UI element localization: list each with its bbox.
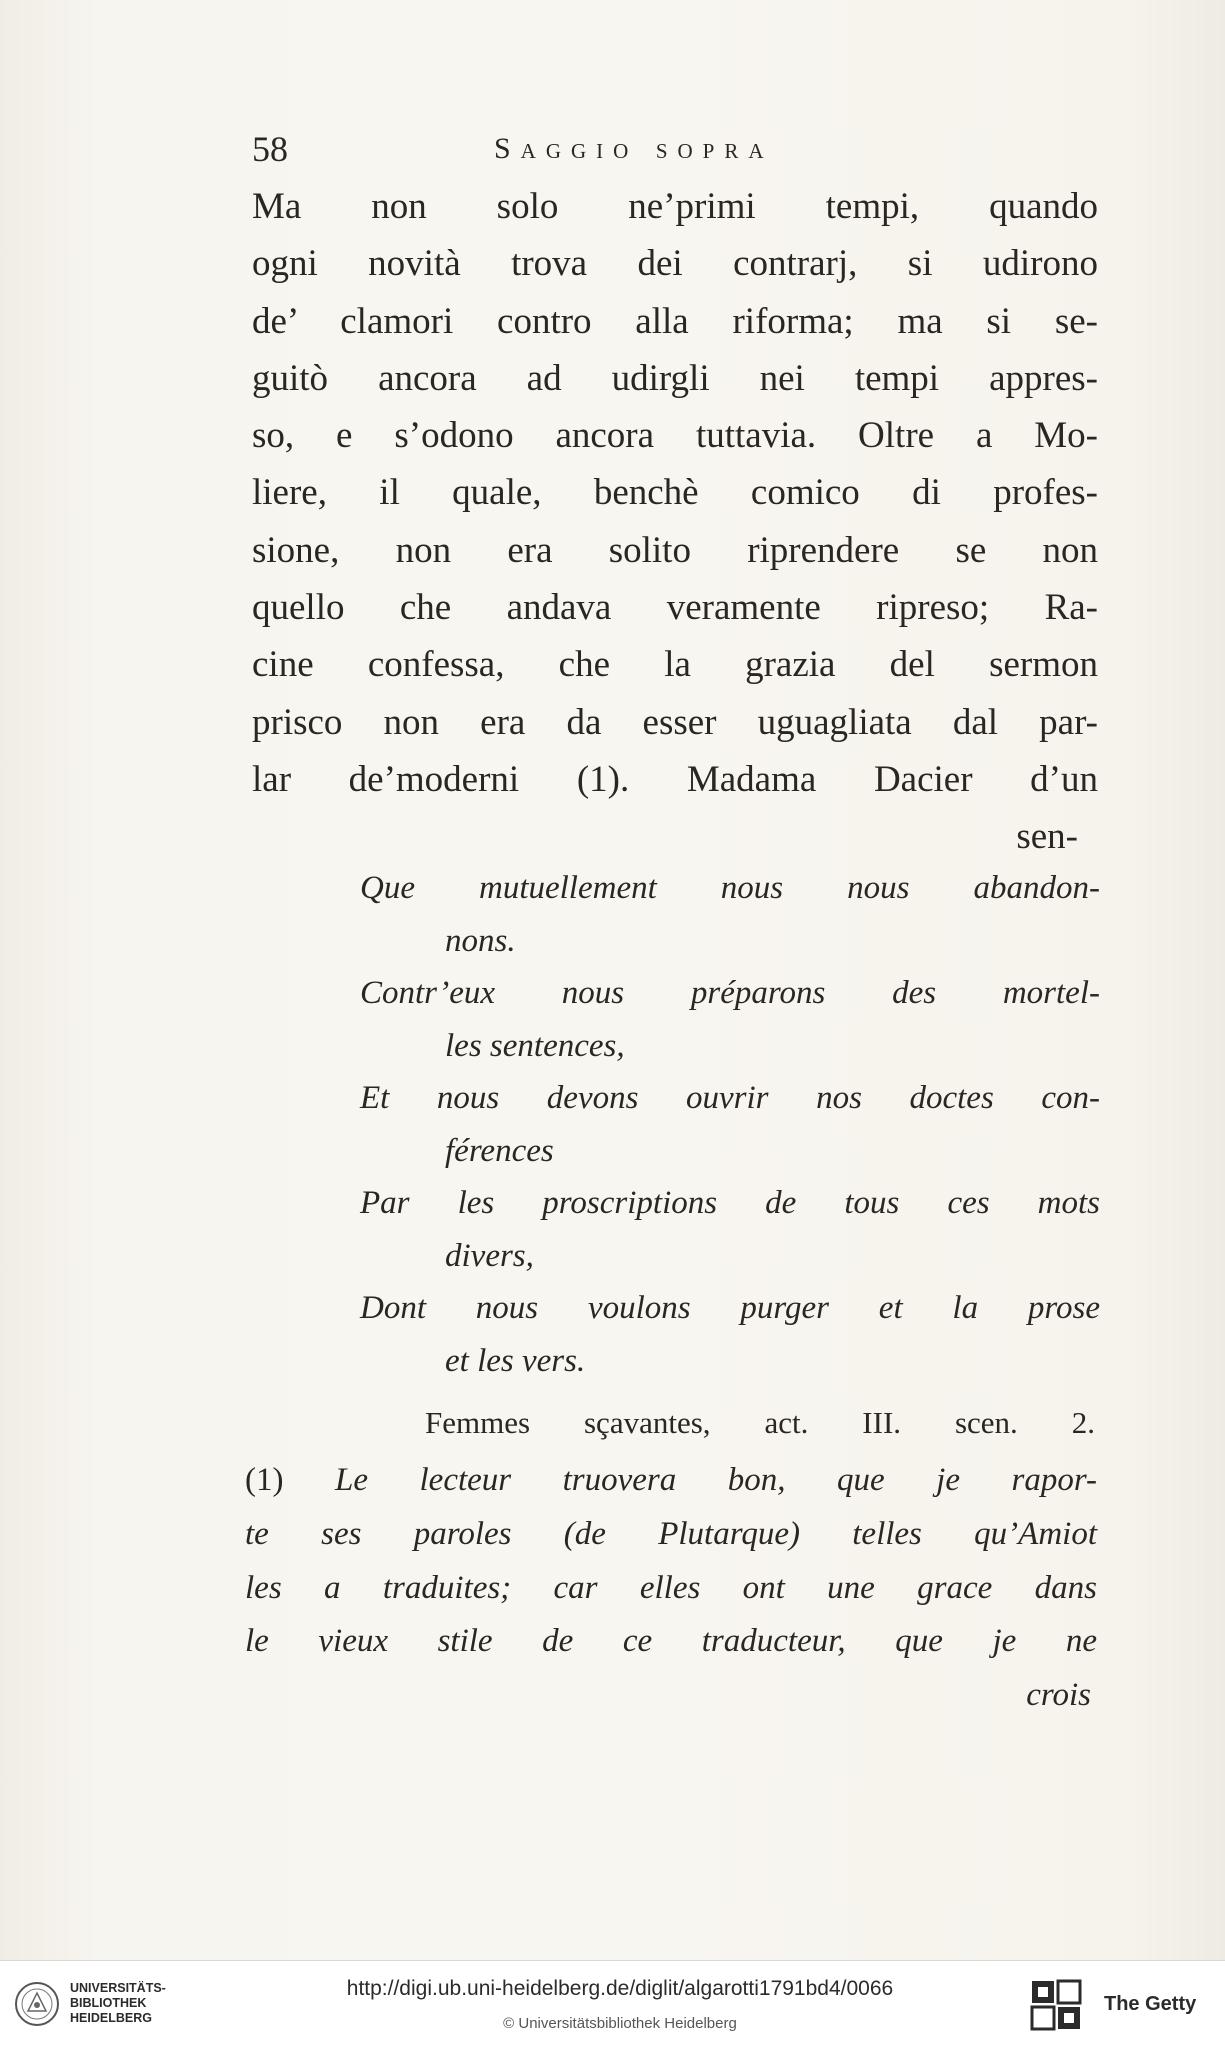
footnote-line-text: Le lecteur truovera bon, que je rapor-	[335, 1462, 1098, 1498]
body-line: lar de’moderni (1). Madama Dacier d’un	[252, 758, 1098, 800]
verse-line: Dont nous voulons purger et la prose	[360, 1290, 1100, 1326]
verse-line: Et nous devons ouvrir nos doctes con-	[360, 1080, 1100, 1116]
library-name-line: BIBLIOTHEK	[70, 1996, 147, 2010]
viewer-footer	[0, 1960, 1225, 2048]
footnote-marker: (1)	[245, 1462, 284, 1498]
verse-quotation	[360, 862, 1100, 1387]
body-text	[252, 178, 1098, 866]
library-logo[interactable]	[14, 1979, 314, 2031]
university-seal-icon	[14, 1981, 60, 2027]
verse-line: nons.	[445, 922, 516, 959]
verse-citation: Femmes sçavantes, act. III. scen. 2.	[425, 1405, 1095, 1440]
footnote-line-first	[245, 1454, 1097, 1508]
getty-mark-icon	[1030, 1979, 1082, 2031]
body-line: cine confessa, che la grazia del sermon	[252, 644, 1098, 686]
library-name-line: UNIVERSITÄTS-	[70, 1981, 166, 1995]
page-number: 58	[252, 129, 288, 169]
body-line: liere, il quale, benchè comico di profes-	[252, 472, 1098, 514]
verse-line: Contr’eux nous préparons des mortel-	[360, 975, 1100, 1011]
verse-line: divers,	[445, 1237, 534, 1274]
footnote-line: les a traduites; car elles ont une grace dans	[245, 1569, 1097, 1606]
body-line: sione, non era solito riprendere se non	[252, 529, 1098, 571]
footnote-catchword: crois	[1026, 1677, 1091, 1714]
library-name	[70, 1981, 166, 2026]
body-line: Ma non solo ne’primi tempi, quando	[252, 186, 1098, 227]
verse-line: et les vers.	[445, 1342, 586, 1379]
copyright-notice: © Universitätsbibliothek Heidelberg	[503, 2015, 737, 2032]
library-name-line: HEIDELBERG	[70, 2011, 152, 2025]
body-line: ogni novità trova dei contrarj, si udirono	[252, 243, 1098, 285]
footnote-line: le vieux stile de ce traducteur, que je ne	[245, 1623, 1097, 1660]
verse-line: Par les proscriptions de tous ces mots	[360, 1185, 1100, 1221]
body-line: de’ clamori contro alla riforma; ma si se-	[252, 300, 1098, 342]
footnote-line: te ses paroles (de Plutarque) telles qu’Amiot	[245, 1515, 1097, 1552]
getty-name: The Getty	[1104, 1993, 1197, 2015]
footnote	[245, 1454, 1097, 1723]
permalink-url[interactable]: http://digi.ub.uni-heidelberg.de/diglit/algarotti1791bd4/0066	[346, 1977, 894, 2000]
body-line: guitò ancora ad udirgli nei tempi appres-	[252, 357, 1098, 399]
body-line: so, e s’odono ancora tuttavia. Oltre a Mo-	[252, 415, 1098, 457]
verse-line: Que mutuellement nous nous abandon-	[360, 870, 1100, 906]
verse-line: les sentences,	[445, 1027, 625, 1064]
verse-line: férences	[445, 1132, 554, 1169]
getty-logo[interactable]	[1030, 1979, 1220, 2039]
page-header	[252, 128, 1092, 178]
body-line: quello che andava veramente ripreso; Ra-	[252, 587, 1098, 629]
body-line: prisco non era da esser uguagliata dal par-	[252, 701, 1098, 743]
body-catchword: sen-	[1016, 816, 1078, 858]
running-head: Saggio sopra	[494, 132, 774, 165]
